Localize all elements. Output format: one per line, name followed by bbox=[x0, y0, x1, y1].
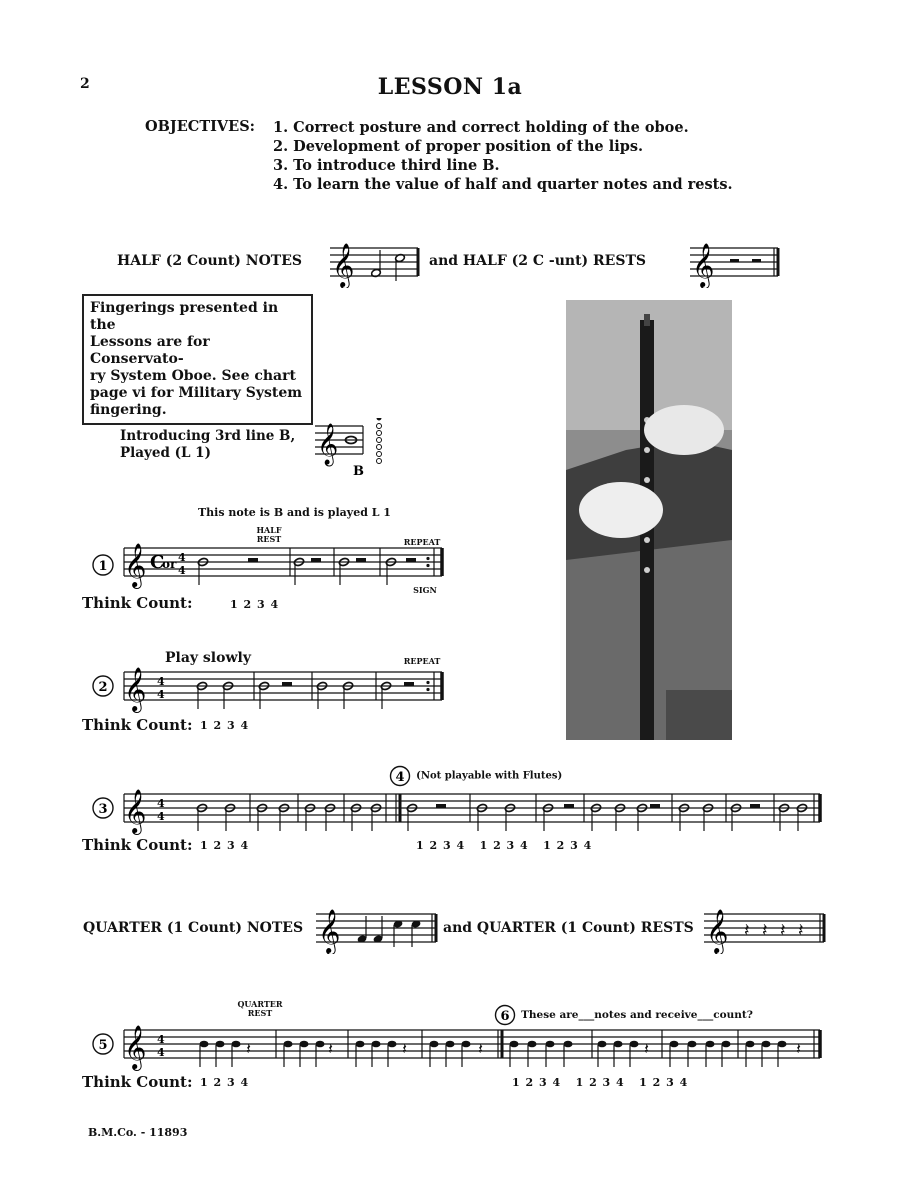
svg-text:4: 4 bbox=[178, 551, 186, 564]
quarter-notes-staff bbox=[316, 902, 438, 954]
svg-text:or: or bbox=[162, 557, 177, 571]
intro-b-staff bbox=[315, 418, 387, 478]
svg-text:𝄞: 𝄞 bbox=[692, 243, 715, 287]
svg-text:4: 4 bbox=[395, 770, 405, 785]
exercise-number: 2 bbox=[98, 680, 108, 695]
svg-text:𝄽: 𝄽 bbox=[762, 920, 768, 941]
half-rest-label: HALF REST bbox=[256, 525, 282, 544]
objectives-label: OBJECTIVES: bbox=[145, 118, 256, 135]
ex4-note: (Not playable with Flutes) bbox=[416, 770, 563, 782]
half-notes-label: HALF (2 Count) NOTES bbox=[117, 253, 302, 269]
svg-text:6: 6 bbox=[500, 1009, 510, 1024]
ex2-tempo: Play slowly bbox=[165, 650, 251, 666]
exercise-number: 1 bbox=[98, 559, 108, 574]
svg-text:𝄽: 𝄽 bbox=[246, 1039, 251, 1058]
svg-text:𝄞: 𝄞 bbox=[317, 424, 339, 465]
catalog-number: B.M.Co. - 11893 bbox=[88, 1126, 188, 1139]
ex6-count-values: 1 2 3 4 1 2 3 4 1 2 3 4 bbox=[512, 1076, 689, 1089]
oboe-photo bbox=[566, 300, 732, 740]
svg-text:4: 4 bbox=[157, 1046, 165, 1059]
think-count-values: 1 2 3 4 bbox=[200, 719, 250, 732]
objective-item: 4. To learn the value of half and quarter notes and rests. bbox=[273, 176, 733, 193]
page-title: LESSON 1a bbox=[377, 74, 523, 100]
objective-item: 2. Development of proper position of the lips. bbox=[273, 138, 644, 155]
think-count-values: 1 2 3 4 bbox=[200, 1076, 250, 1089]
think-count-label: Think Count: bbox=[82, 1073, 193, 1091]
svg-text:𝄽: 𝄽 bbox=[402, 1039, 407, 1058]
quarter-rest-label: QUARTER REST bbox=[237, 999, 283, 1018]
objective-item: 3. To introduce third line B. bbox=[273, 157, 500, 174]
intro-b-text: Introducing 3rd line B, Played (L 1) bbox=[120, 428, 296, 461]
ex1-caption: This note is B and is played L 1 bbox=[198, 506, 391, 519]
think-count-label: Think Count: bbox=[82, 836, 193, 854]
repeat-label: REPEAT bbox=[403, 537, 441, 547]
svg-text:𝄞: 𝄞 bbox=[706, 909, 729, 953]
ex6-question: These are___notes and receive___count? bbox=[521, 1009, 753, 1021]
svg-text:4: 4 bbox=[178, 564, 186, 577]
svg-text:𝄽: 𝄽 bbox=[796, 1039, 801, 1058]
quarter-rests-staff bbox=[704, 902, 826, 954]
svg-text:4: 4 bbox=[157, 1033, 165, 1046]
svg-text:𝄞: 𝄞 bbox=[124, 543, 147, 587]
svg-text:4: 4 bbox=[157, 688, 165, 701]
svg-text:𝄽: 𝄽 bbox=[798, 920, 804, 941]
half-rests-label: and HALF (2 C -unt) RESTS bbox=[429, 253, 646, 269]
think-count-values: 1 2 3 4 bbox=[230, 598, 280, 611]
svg-text:𝄽: 𝄽 bbox=[644, 1039, 649, 1058]
svg-text:𝄽: 𝄽 bbox=[478, 1039, 483, 1058]
ex2-staff bbox=[86, 664, 452, 718]
ex5-ex6-staff bbox=[86, 1020, 826, 1074]
treble-clef-icon: 𝄞 bbox=[332, 243, 355, 287]
objective-item: 1. Correct posture and correct holding of the oboe. bbox=[273, 119, 689, 136]
svg-text:4: 4 bbox=[157, 797, 165, 810]
time-signature: C bbox=[150, 552, 165, 573]
exercise-number: 3 bbox=[98, 802, 108, 817]
svg-text:𝄽: 𝄽 bbox=[780, 920, 786, 941]
half-notes-staff bbox=[330, 236, 420, 288]
svg-text:𝄽: 𝄽 bbox=[744, 920, 750, 941]
svg-text:𝄞: 𝄞 bbox=[124, 667, 147, 711]
sign-label: SIGN bbox=[413, 585, 437, 595]
think-count-label: Think Count: bbox=[82, 716, 193, 734]
think-count-values: 1 2 3 4 bbox=[200, 839, 250, 852]
svg-text:𝄽: 𝄽 bbox=[328, 1039, 333, 1058]
ex3-ex4-staff bbox=[86, 784, 826, 838]
svg-text:4: 4 bbox=[157, 810, 165, 823]
quarter-notes-label: QUARTER (1 Count) NOTES bbox=[83, 920, 304, 936]
quarter-rests-label: and QUARTER (1 Count) RESTS bbox=[443, 920, 694, 936]
svg-text:𝄞: 𝄞 bbox=[318, 909, 341, 953]
ex4-count-values: 1 2 3 4 1 2 3 4 1 2 3 4 bbox=[416, 839, 593, 852]
svg-text:4: 4 bbox=[157, 675, 165, 688]
page-number: 2 bbox=[80, 76, 90, 92]
think-count-label: Think Count: bbox=[82, 594, 193, 612]
upper-hand bbox=[644, 405, 724, 455]
svg-text:B: B bbox=[353, 464, 364, 478]
objectives-list bbox=[273, 118, 733, 194]
exercise-number: 5 bbox=[98, 1038, 108, 1053]
fingering-note-box: Fingerings presented in the Lessons are for Conservato- ry System Oboe. See chart page vi for Military System fingering. bbox=[82, 294, 313, 425]
ex1-staff bbox=[86, 536, 452, 590]
half-rests-staff bbox=[690, 236, 780, 288]
svg-text:𝄞: 𝄞 bbox=[124, 789, 147, 833]
svg-text:𝄞: 𝄞 bbox=[124, 1025, 147, 1069]
lower-hand bbox=[579, 482, 663, 538]
repeat-label: REPEAT bbox=[403, 656, 441, 666]
